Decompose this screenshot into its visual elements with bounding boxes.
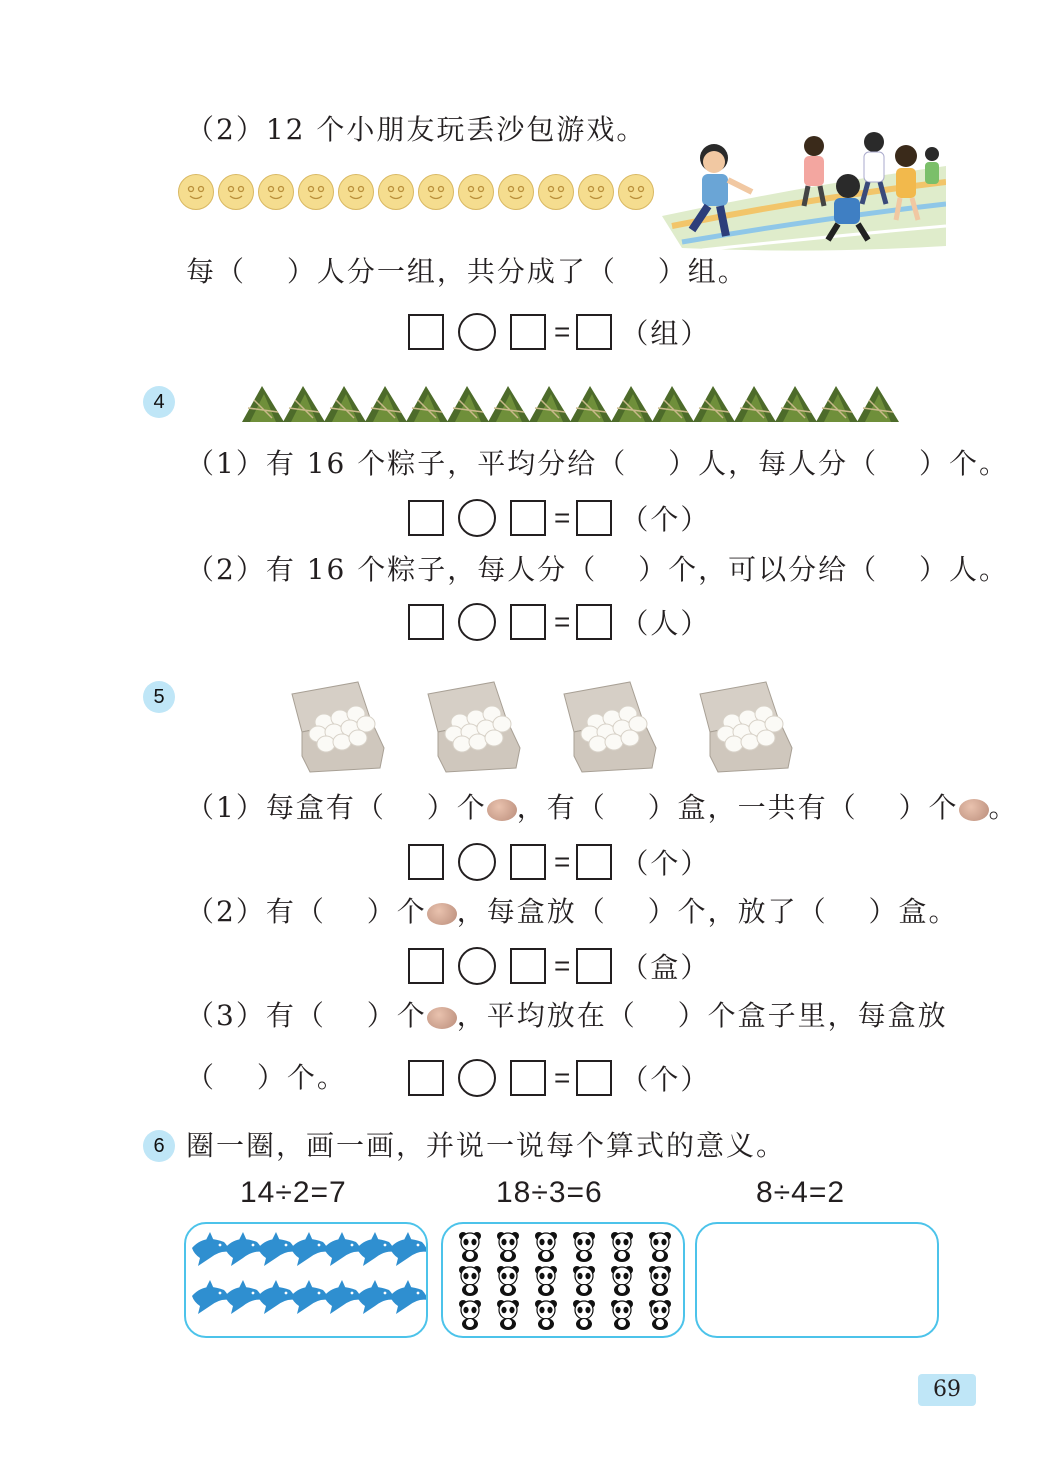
- drawing-box[interactable]: [695, 1222, 939, 1338]
- zongzi-icon: [529, 386, 571, 422]
- panda-icon: [649, 1232, 671, 1262]
- equals-sign: =: [554, 846, 571, 877]
- blank-square[interactable]: [510, 314, 546, 350]
- smiley-face-icon: [538, 174, 574, 210]
- dolphin-icon: [258, 1280, 296, 1314]
- smiley-face-icon: [458, 174, 494, 210]
- zongzi-icon: [652, 386, 694, 422]
- blank-square[interactable]: [408, 844, 444, 880]
- q3-2-question: 每（ ）人分一组，共分成了（ ）组。: [186, 255, 748, 288]
- q4-1-equation: [408, 498, 710, 538]
- panda-icon: [649, 1300, 671, 1330]
- zongzi-icon: [775, 386, 817, 422]
- panda-icon: [573, 1300, 595, 1330]
- q5-2-equation: [408, 946, 710, 986]
- panda-icon: [497, 1266, 519, 1296]
- question-number-badge: 6: [143, 1130, 175, 1162]
- egg-carton-icon: [288, 676, 388, 776]
- panda-box: [441, 1222, 685, 1338]
- zongzi-icon: [734, 386, 776, 422]
- q5-3-continuation: （ ）个。: [186, 1061, 347, 1094]
- egg-icon: [959, 799, 989, 821]
- operator-circle[interactable]: [458, 499, 496, 537]
- dolphin-icon: [258, 1232, 296, 1266]
- zongzi-icon: [816, 386, 858, 422]
- q5-1-part-a: （1）每盒有（ ）个: [186, 791, 487, 824]
- smiley-face-icon: [178, 174, 214, 210]
- dolphin-icon: [390, 1280, 426, 1314]
- q5-3-part-b: ，平均放在（ ）个盒子里，每盒放: [456, 999, 948, 1032]
- dolphin-group: [186, 1224, 426, 1336]
- q5-3-text: [186, 996, 948, 1036]
- q5-2-part-a: （2）有（ ）个: [186, 895, 427, 928]
- egg-icon: [487, 799, 517, 821]
- blank-square[interactable]: [510, 500, 546, 536]
- page-number: 69: [918, 1374, 976, 1406]
- answer-square[interactable]: [576, 314, 612, 350]
- panda-group: [443, 1224, 683, 1336]
- dolphin-box: [184, 1222, 428, 1338]
- egg-carton-icon: [696, 676, 796, 776]
- unit-label: （人）: [620, 607, 711, 640]
- blank-square[interactable]: [510, 948, 546, 984]
- zongzi-icon: [611, 386, 653, 422]
- answer-square[interactable]: [576, 1060, 612, 1096]
- dolphin-icon: [357, 1232, 395, 1266]
- operator-circle[interactable]: [458, 603, 496, 641]
- blank-square[interactable]: [510, 844, 546, 880]
- q5-1-text: [186, 788, 1019, 828]
- panda-icon: [459, 1300, 481, 1330]
- q5-1-part-b: ，有（ ）盒，一共有（ ）个: [516, 791, 959, 824]
- panda-icon: [611, 1266, 633, 1296]
- unit-label: （组）: [620, 317, 711, 350]
- dolphin-icon: [324, 1232, 362, 1266]
- smiley-face-icon: [498, 174, 534, 210]
- smiley-face-icon: [578, 174, 614, 210]
- dolphin-icon: [192, 1232, 230, 1266]
- q4-1-text: （1）有 16 个粽子，平均分给（ ）人，每人分（ ）个。: [186, 447, 1010, 480]
- zongzi-icon: [242, 386, 284, 422]
- dolphin-icon: [390, 1232, 426, 1266]
- zongzi-icon: [447, 386, 489, 422]
- zongzi-icon: [570, 386, 612, 422]
- q5-2-text: [186, 892, 959, 932]
- answer-square[interactable]: [576, 604, 612, 640]
- dolphin-icon: [324, 1280, 362, 1314]
- egg-icon: [427, 1007, 457, 1029]
- equals-sign: =: [554, 606, 571, 637]
- q5-1-equation: [408, 842, 710, 882]
- equals-sign: =: [554, 502, 571, 533]
- smiley-face-icon: [218, 174, 254, 210]
- zongzi-row: [240, 382, 904, 424]
- panda-icon: [459, 1266, 481, 1296]
- panda-icon: [535, 1300, 557, 1330]
- question-number-badge: 4: [143, 386, 175, 418]
- operator-circle[interactable]: [458, 947, 496, 985]
- panda-icon: [497, 1232, 519, 1262]
- answer-square[interactable]: [576, 948, 612, 984]
- smiley-face-icon: [258, 174, 294, 210]
- smiley-row: [178, 174, 658, 212]
- unit-label: （盒）: [620, 951, 711, 984]
- q5-1-part-c: 。: [988, 791, 1019, 824]
- panda-icon: [459, 1232, 481, 1262]
- q6-prompt: 圈一圈，画一画，并说一说每个算式的意义。: [186, 1129, 787, 1162]
- q3-2-equation: [408, 312, 710, 352]
- zongzi-icon: [406, 386, 448, 422]
- dolphin-icon: [225, 1232, 263, 1266]
- operator-circle[interactable]: [458, 313, 496, 351]
- zongzi-icon: [488, 386, 530, 422]
- formula-2: 18÷3=6: [496, 1176, 603, 1209]
- dolphin-icon: [192, 1280, 230, 1314]
- panda-icon: [611, 1300, 633, 1330]
- kids-playing-illustration: [662, 126, 946, 254]
- blank-square[interactable]: [510, 1060, 546, 1096]
- q3-2-text: （2）12 个小朋友玩丢沙包游戏。: [186, 113, 647, 146]
- zongzi-icon: [365, 386, 407, 422]
- panda-icon: [573, 1266, 595, 1296]
- panda-icon: [573, 1232, 595, 1262]
- blank-square[interactable]: [408, 604, 444, 640]
- operator-circle[interactable]: [458, 843, 496, 881]
- q4-2-equation: [408, 602, 710, 642]
- equals-sign: =: [554, 950, 571, 981]
- formula-3: 8÷4=2: [756, 1176, 846, 1209]
- smiley-face-icon: [338, 174, 374, 210]
- q4-2-text: （2）有 16 个粽子，每人分（ ）个，可以分给（ ）人。: [186, 553, 1010, 586]
- egg-carton-icon: [560, 676, 660, 776]
- dolphin-icon: [225, 1280, 263, 1314]
- panda-icon: [497, 1300, 519, 1330]
- unit-label: （个）: [620, 503, 711, 536]
- q5-2-part-b: ，每盒放（ ）个，放了（ ）盒。: [456, 895, 959, 928]
- zongzi-icon: [283, 386, 325, 422]
- blank-square[interactable]: [408, 1060, 444, 1096]
- panda-icon: [535, 1266, 557, 1296]
- equals-sign: =: [554, 316, 571, 347]
- egg-carton-icon: [424, 676, 524, 776]
- panda-icon: [611, 1232, 633, 1262]
- egg-icon: [427, 903, 457, 925]
- dolphin-icon: [291, 1232, 329, 1266]
- formula-1: 14÷2=7: [240, 1176, 347, 1209]
- smiley-face-icon: [418, 174, 454, 210]
- smiley-face-icon: [298, 174, 334, 210]
- zongzi-icon: [857, 386, 899, 422]
- blank-square[interactable]: [510, 604, 546, 640]
- zongzi-icon: [693, 386, 735, 422]
- dolphin-icon: [291, 1280, 329, 1314]
- answer-square[interactable]: [576, 844, 612, 880]
- q5-3-part-a: （3）有（ ）个: [186, 999, 427, 1032]
- answer-square[interactable]: [576, 500, 612, 536]
- zongzi-icon: [324, 386, 366, 422]
- blank-square[interactable]: [408, 948, 444, 984]
- blank-square[interactable]: [408, 314, 444, 350]
- dolphin-icon: [357, 1280, 395, 1314]
- panda-icon: [535, 1232, 557, 1262]
- blank-square[interactable]: [408, 500, 444, 536]
- unit-label: （个）: [620, 847, 711, 880]
- unit-label: （个）: [620, 1063, 711, 1096]
- q5-3-equation: [408, 1058, 710, 1098]
- panda-icon: [649, 1266, 671, 1296]
- smiley-face-icon: [378, 174, 414, 210]
- question-number-badge: 5: [143, 681, 175, 713]
- equals-sign: =: [554, 1062, 571, 1093]
- smiley-face-icon: [618, 174, 654, 210]
- operator-circle[interactable]: [458, 1059, 496, 1097]
